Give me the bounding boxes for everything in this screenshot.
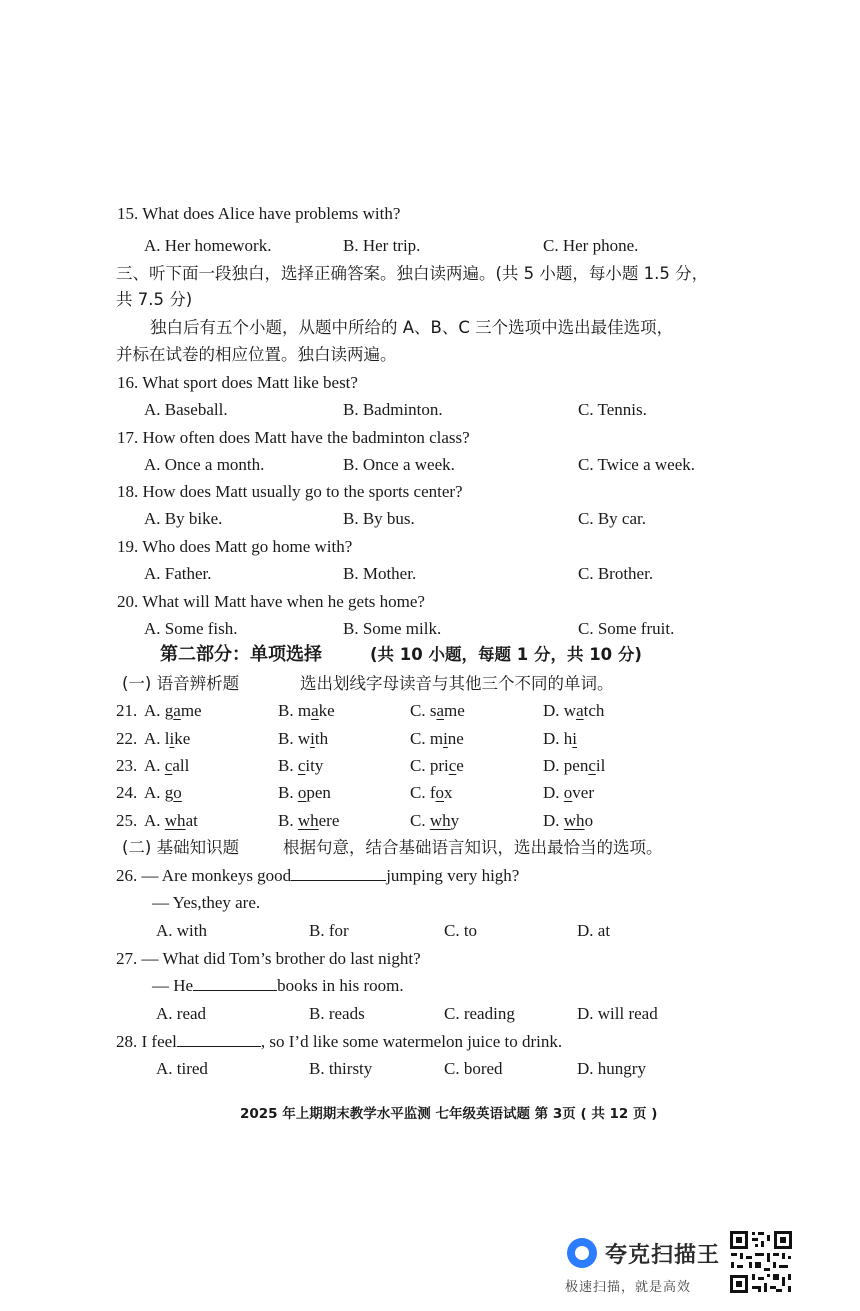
part-2-note: (共 10 小题，每题 1 分，共 10 分) [370, 645, 642, 664]
question-20-option-b: B. Some milk. [343, 619, 442, 638]
phonetic-option: B. where [278, 811, 340, 830]
answer-blank [291, 866, 386, 881]
question-16-option-a: A. Baseball. [144, 400, 228, 419]
question-26-stem: 26. — Are monkeys good jumping very high? [116, 866, 520, 885]
section-3-heading: 三、听下面一段独白，选择正确答案。独白读两遍。(共 5 小题，每小题 1.5 分， [116, 264, 709, 283]
question-15-option-a: A. Her homework. [144, 236, 272, 255]
subsection-2-instructions: 根据句意，结合基础语言知识，选出最恰当的选项。 [283, 838, 663, 857]
part-2-title: 第二部分：单项选择 [160, 644, 322, 665]
phonetic-option: A. go [144, 783, 182, 802]
question-28-option-a: A. tired [156, 1059, 208, 1078]
question-20-stem: 20. What will Matt have when he gets home? [117, 592, 425, 611]
phonetic-option: D. who [543, 811, 594, 830]
question-19-option-c: C. Brother. [578, 564, 654, 583]
question-26-option-c: C. to [444, 921, 478, 940]
question-20-option-a: A. Some fish. [144, 619, 238, 638]
question-15-option-c: C. Her phone. [543, 236, 639, 255]
question-26-option-d: D. at [577, 921, 611, 940]
phonetic-option: D. over [543, 783, 594, 802]
question-27-option-d: D. will read [577, 1004, 658, 1023]
question-27-reply: — He books in his room. [152, 976, 404, 995]
phonetic-item-number: 22. [116, 729, 138, 748]
question-27-option-b: B. reads [309, 1004, 365, 1023]
page-footer: 2025 年上期期末教学水平监测 七年级英语试题 第 3页 ( 共 12 页 ) [240, 1106, 658, 1122]
subsection-1-instructions: 选出划线字母读音与其他三个不同的单词。 [300, 674, 614, 693]
question-16-option-b: B. Badminton. [343, 400, 443, 419]
question-27-stem: 27. — What did Tom’s brother do last night? [116, 949, 421, 968]
phonetic-option: A. like [144, 729, 191, 748]
phonetic-item-number: 21. [116, 701, 138, 720]
section-3-heading-cont: 共 7.5 分) [116, 290, 193, 309]
question-18-stem: 18. How does Matt usually go to the sports center? [117, 482, 463, 501]
question-15-option-b: B. Her trip. [343, 236, 421, 255]
question-15-stem: 15. What does Alice have problems with? [117, 204, 401, 223]
phonetic-option: D. watch [543, 701, 605, 720]
phonetic-option: B. city [278, 756, 324, 775]
answer-blank [193, 976, 277, 991]
question-28-option-b: B. thirsty [309, 1059, 373, 1078]
phonetic-option: C. fox [410, 783, 453, 802]
question-16-option-c: C. Tennis. [578, 400, 647, 419]
question-18-option-c: C. By car. [578, 509, 646, 528]
question-28-option-d: D. hungry [577, 1059, 646, 1078]
scanner-logo-icon [567, 1238, 597, 1268]
phonetic-option: B. make [278, 701, 335, 720]
question-27-option-a: A. read [156, 1004, 207, 1023]
phonetic-option: C. why [410, 811, 460, 830]
phonetic-option: C. mine [410, 729, 464, 748]
question-16-stem: 16. What sport does Matt like best? [117, 373, 358, 392]
question-19-stem: 19. Who does Matt go home with? [117, 537, 353, 556]
question-18-option-a: A. By bike. [144, 509, 223, 528]
phonetic-option: B. with [278, 729, 329, 748]
phonetic-option: A. game [144, 701, 202, 720]
answer-blank [177, 1032, 261, 1047]
scanner-slogan: 极速扫描，就是高效 [565, 1280, 692, 1295]
question-26-reply: — Yes,they are. [152, 893, 261, 912]
question-19-option-a: A. Father. [144, 564, 212, 583]
scanner-watermark [565, 1232, 725, 1295]
question-17-option-c: C. Twice a week. [578, 455, 695, 474]
section-3-instructions: 独白后有五个小题，从题中所给的 A、B、C 三个选项中选出最佳选项， [150, 318, 674, 337]
section-3-instructions-cont: 并标在试卷的相应位置。独白读两遍。 [116, 345, 397, 364]
phonetic-option: D. hi [543, 729, 578, 748]
question-26-option-a: A. with [156, 921, 207, 940]
question-17-stem: 17. How often does Matt have the badminton class? [117, 428, 470, 447]
scanner-app-name: 夸克扫描王 [605, 1243, 721, 1268]
question-19-option-b: B. Mother. [343, 564, 417, 583]
question-28-stem: 28. I feel , so I’d like some watermelon juice to drink. [116, 1032, 563, 1051]
question-27-option-c: C. reading [444, 1004, 515, 1023]
phonetic-option: A. what [144, 811, 198, 830]
phonetic-option: D. pencil [543, 756, 606, 775]
phonetic-item-number: 23. [116, 756, 138, 775]
question-18-option-b: B. By bus. [343, 509, 415, 528]
phonetic-option: C. price [410, 756, 464, 775]
phonetic-item-number: 24. [116, 783, 138, 802]
subsection-1-title: (一) 语音辨析题 [122, 674, 240, 693]
question-17-option-a: A. Once a month. [144, 455, 265, 474]
phonetic-item-number: 25. [116, 811, 138, 830]
phonetic-option: B. open [278, 783, 331, 802]
qr-code-icon [728, 1229, 794, 1295]
question-20-option-c: C. Some fruit. [578, 619, 675, 638]
question-26-option-b: B. for [309, 921, 349, 940]
phonetic-option: C. same [410, 701, 465, 720]
subsection-2-title: (二) 基础知识题 [122, 838, 240, 857]
phonetic-option: A. call [144, 756, 190, 775]
question-17-option-b: B. Once a week. [343, 455, 455, 474]
question-28-option-c: C. bored [444, 1059, 503, 1078]
